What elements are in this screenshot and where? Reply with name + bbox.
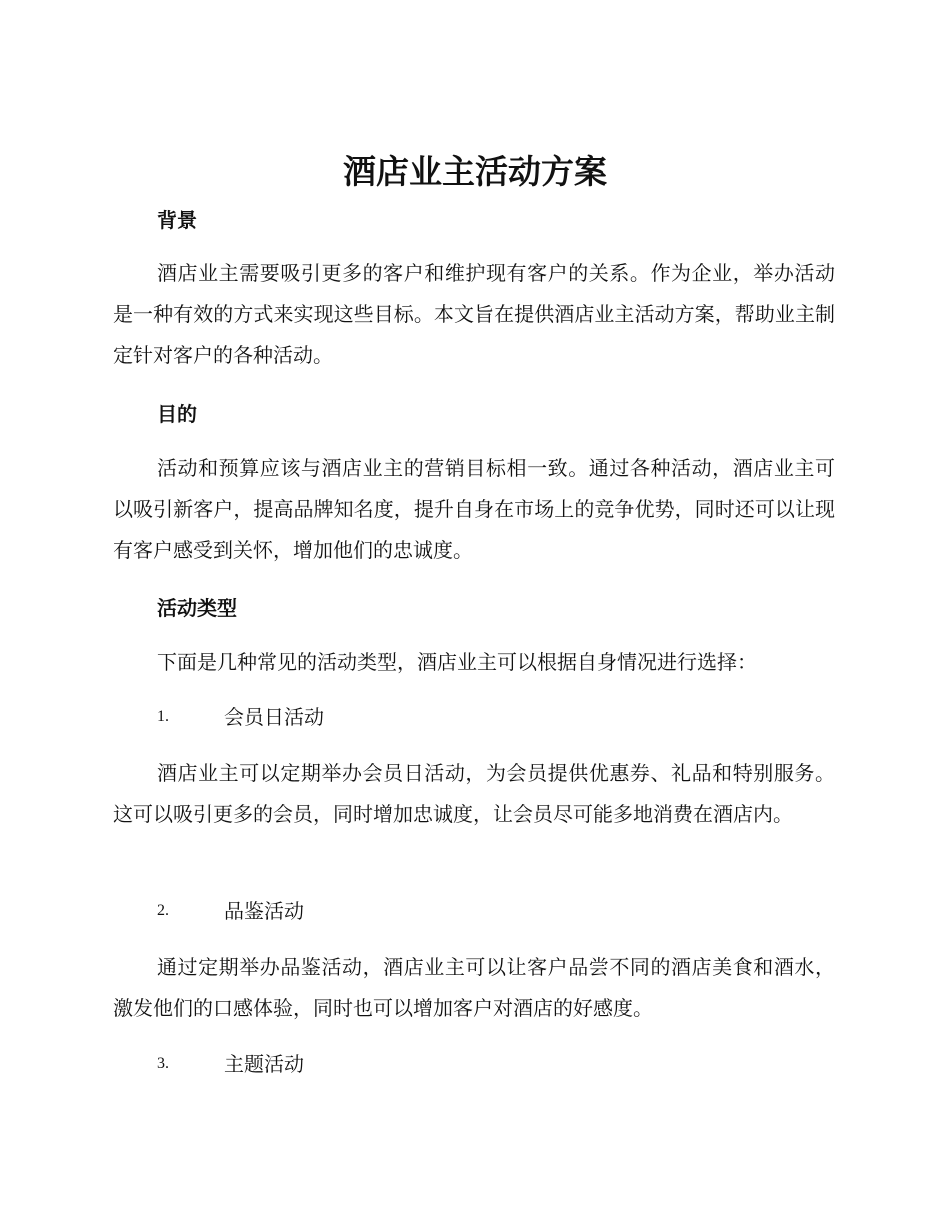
activity-types-intro: 下面是几种常见的活动类型，酒店业主可以根据自身情况进行选择： xyxy=(157,650,757,674)
section-heading-activity-types: 活动类型 xyxy=(157,596,237,620)
purpose-paragraph: 活动和预算应该与酒店业主的营销目标相一致。通过各种活动，酒店业主可以吸引新客户，提高品牌知名度，提升自身在市场上的竞争优势，同时还可以让现有客户感受到关怀，增加他们的忠诚度。 xyxy=(113,456,835,562)
background-paragraph: 酒店业主需要吸引更多的客户和维护现有客户的关系。作为企业，举办活动是一种有效的方式来实现这些目标。本文旨在提供酒店业主活动方案，帮助业主制定针对客户的各种活动。 xyxy=(113,261,835,367)
section-heading-purpose: 目的 xyxy=(157,402,197,426)
list-label: 品鉴活动 xyxy=(224,899,304,923)
list-label: 主题活动 xyxy=(224,1052,304,1076)
membership-day-paragraph: 酒店业主可以定期举办会员日活动，为会员提供优惠券、礼品和特别服务。这可以吸引更多的会员，同时增加忠诚度，让会员尽可能多地消费在酒店内。 xyxy=(113,761,835,826)
list-number: 2. xyxy=(157,902,169,919)
tasting-paragraph: 通过定期举办品鉴活动，酒店业主可以让客户品尝不同的酒店美食和酒水，激发他们的口感体验，同时也可以增加客户对酒店的好感度。 xyxy=(113,955,835,1020)
section-heading-background: 背景 xyxy=(157,208,197,232)
list-number: 3. xyxy=(157,1055,169,1072)
document-title: 酒店业主活动方案 xyxy=(343,152,607,191)
list-label: 会员日活动 xyxy=(224,705,324,729)
list-number: 1. xyxy=(157,708,169,725)
